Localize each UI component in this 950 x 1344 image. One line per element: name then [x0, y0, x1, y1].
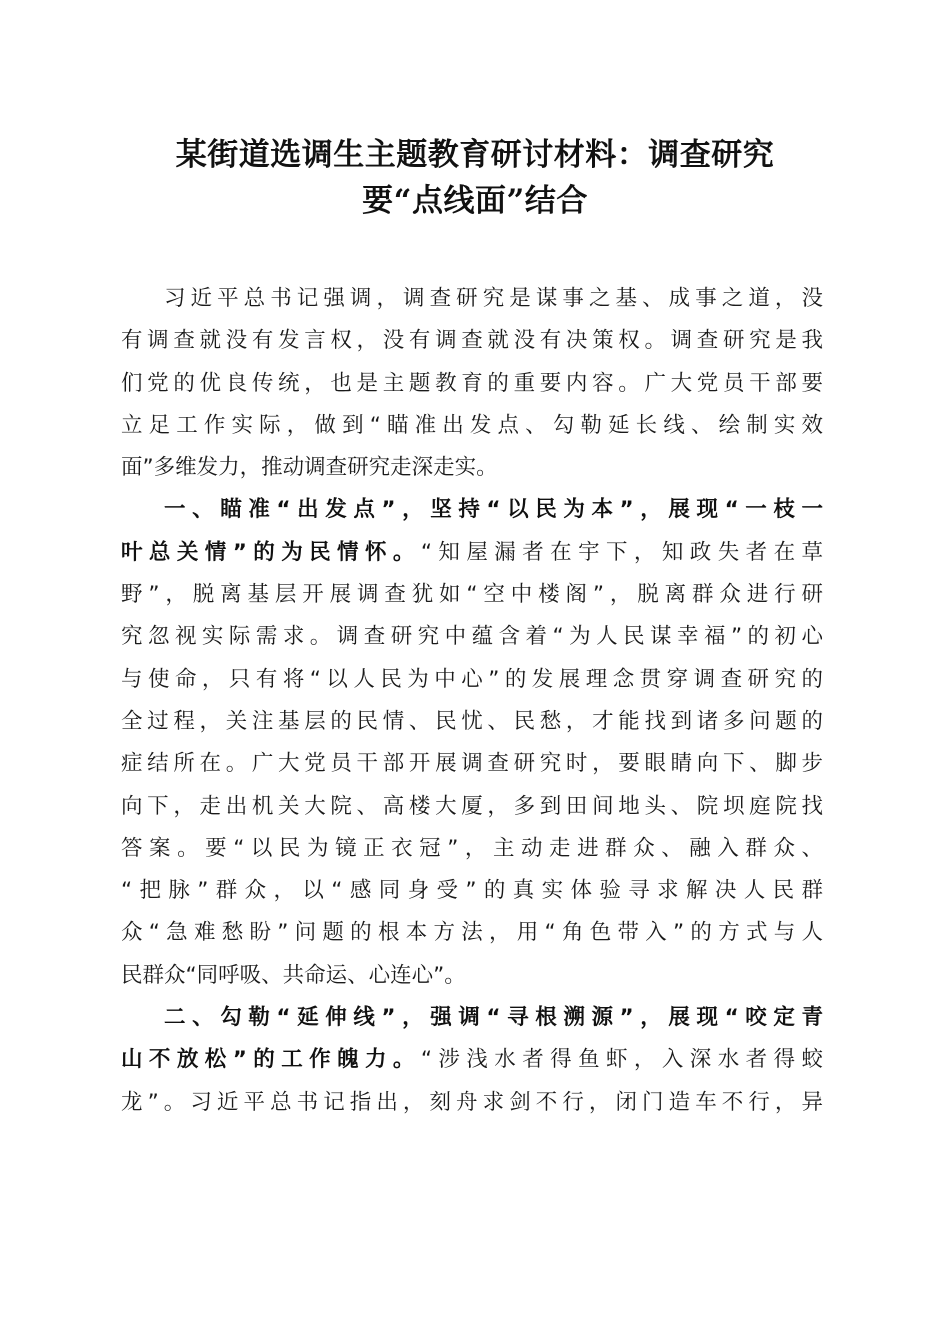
text-line: 们党的优良传统，也是主题教育的重要内容。广大党员干部要: [121, 370, 823, 396]
text-line: 面”多维发力，推动调查研究走深走实。: [121, 455, 498, 481]
text-line: [121, 1039, 823, 1081]
title-line-2: 要“点线面”结合: [362, 183, 588, 219]
text-line: 向下，走出机关大院、高楼大厦，多到田间地头、院坝庭院找: [121, 793, 823, 819]
text-segment: “知屋漏者在宇下，知政失者在草: [420, 539, 824, 565]
section-heading-2-cont: 山不放松”的工作魄力。: [121, 1047, 421, 1073]
text-line: 民群众“同呼吸、共命运、心连心”。: [121, 962, 466, 988]
text-line: 有调查就没有发言权，没有调查就没有决策权。调查研究是我: [121, 328, 823, 354]
text-line: 立足工作实际，做到“瞄准出发点、勾勒延长线、绘制实效: [121, 412, 823, 438]
text-line: 众“急难愁盼”问题的根本方法，用“角色带入”的方式与人: [121, 920, 823, 946]
section-heading-1: 一、瞄准“出发点”，坚持“以民为本”，展现“一枝一: [164, 497, 823, 523]
section-heading-2: 二、勾勒“延伸线”，强调“寻根溯源”，展现“咬定青: [164, 1005, 823, 1031]
paragraph-section-1: [121, 489, 823, 997]
title-line-1: 某街道选调生主题教育研讨材料：调查研究: [175, 137, 775, 173]
section-heading-1-cont: 叶总关情”的为民情怀。: [121, 539, 421, 565]
text-line: 答案。要“以民为镜正衣冠”，主动走进群众、融入群众、: [121, 835, 823, 861]
paragraph-intro: [121, 278, 823, 489]
document-body: [121, 278, 823, 1124]
text-line: [121, 532, 823, 574]
text-line: 症结所在。广大党员干部开展调查研究时，要眼睛向下、脚步: [121, 751, 823, 777]
text-line: 与使命，只有将“以人民为中心”的发展理念贯穿调查研究的: [121, 666, 823, 692]
text-line: “把脉”群众，以“感同身受”的真实体验寻求解决人民群: [121, 878, 823, 904]
paragraph-section-2: [121, 997, 823, 1124]
text-segment: “涉浅水者得鱼虾，入深水者得蛟: [420, 1047, 824, 1073]
text-line: 野”，脱离基层开展调查犹如“空中楼阁”，脱离群众进行研: [121, 582, 823, 608]
text-line: 龙”。习近平总书记指出，刻舟求剑不行，闭门造车不行，异: [121, 1089, 823, 1115]
document-title: [120, 132, 830, 224]
text-line: 究忽视实际需求。调查研究中蕴含着“为人民谋幸福”的初心: [121, 624, 823, 650]
text-line: 全过程，关注基层的民情、民忧、民愁，才能找到诸多问题的: [121, 708, 823, 734]
text-line: 习近平总书记强调，调查研究是谋事之基、成事之道，没: [164, 286, 823, 311]
